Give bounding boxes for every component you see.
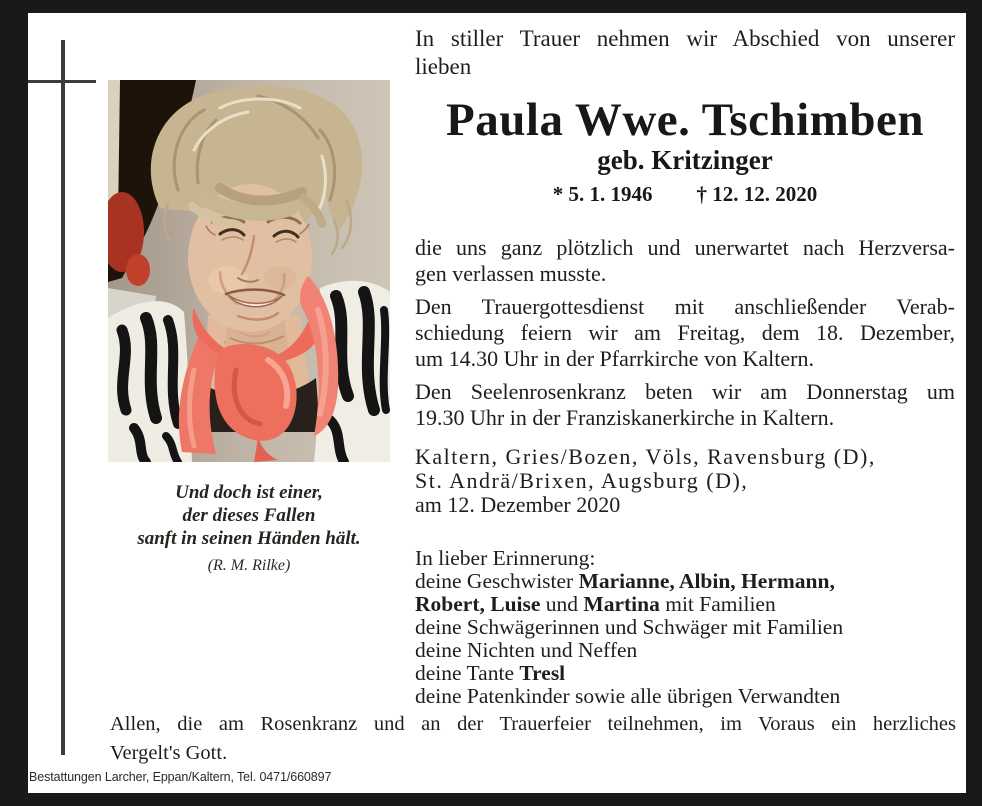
obituary-page xyxy=(28,13,966,793)
memorial-line-nichten: deine Nichten und Neffen xyxy=(415,638,638,662)
memorial-text: und xyxy=(540,592,584,616)
announcement-column xyxy=(415,25,955,708)
paragraph-line: um 14.30 Uhr in der Pfarrkirche von Kaltern. xyxy=(415,346,814,371)
memorial-names: Tresl xyxy=(519,661,566,685)
memorial-line-geschwister xyxy=(415,570,955,593)
paragraph-death-cause xyxy=(415,235,955,287)
quote-line: sanft in seinen Händen hält. xyxy=(137,528,361,549)
paragraph-line: 19.30 Uhr in der Franziskanerkirche in Kaltern. xyxy=(415,405,835,430)
quote xyxy=(69,481,429,575)
memorial-text: mit Familien xyxy=(659,592,776,616)
paragraph-line: Den Seelenrosenkranz beten wir am Donnerstag um xyxy=(415,379,955,404)
quote-line: Und doch ist einer, xyxy=(175,482,323,503)
intro-line: lieben xyxy=(415,54,472,79)
closing-text xyxy=(110,710,956,768)
memorial-heading: In lieber Erinnerung: xyxy=(415,546,596,570)
paragraph-line: schiedung feiern wir am Freitag, dem 18. Dezember, xyxy=(415,320,955,345)
memorial-line-patenkinder: deine Patenkinder sowie alle übrigen Verwandten xyxy=(415,684,841,708)
paragraph-line: die uns ganz plötzlich und unerwartet nach Herzversa- xyxy=(415,235,955,260)
locations-line: St. Andrä/Brixen, Augsburg (D), xyxy=(415,468,749,493)
deceased-name: Paula Wwe. Tschimben xyxy=(446,94,924,146)
maiden-name: geb. Kritzinger xyxy=(597,145,773,175)
funeral-home-footer: Bestattungen Larcher, Eppan/Kaltern, Tel. 0471/660897 xyxy=(29,770,332,784)
life-dates xyxy=(415,183,955,205)
memorial-text: deine Geschwister xyxy=(415,569,579,593)
cross-horizontal-bar xyxy=(28,80,96,83)
paragraph-line: Den Trauergottesdienst mit anschließender Verab- xyxy=(415,294,955,319)
paragraph-funeral-service xyxy=(415,294,955,372)
memorial-list xyxy=(415,547,955,708)
memorial-line-geschwister-2 xyxy=(415,593,955,616)
death-date: † 12. 12. 2020 xyxy=(696,182,818,206)
closing-line: Vergelt's Gott. xyxy=(110,742,228,764)
intro-text xyxy=(415,25,955,81)
cross-vertical-bar xyxy=(61,40,65,755)
memorial-line-schwaeger: deine Schwägerinnen und Schwäger mit Familien xyxy=(415,615,844,639)
closing-line: Allen, die am Rosenkranz und an der Trauerfeier teilnehmen, im Voraus ein herzliches xyxy=(110,713,956,735)
memorial-line-tante xyxy=(415,662,955,685)
paragraph-line: gen verlassen musste. xyxy=(415,261,607,286)
birth-date: * 5. 1. 1946 xyxy=(552,182,653,206)
locations-line: Kaltern, Gries/Bozen, Völs, Ravensburg (D), xyxy=(415,444,876,469)
memorial-names: Marianne, Albin, Hermann, xyxy=(578,569,835,593)
memorial-names: Robert, Luise xyxy=(415,592,541,616)
quote-attribution: (R. M. Rilke) xyxy=(207,557,291,574)
paragraph-rosary xyxy=(415,379,955,431)
memorial-text: deine Tante xyxy=(415,661,520,685)
memorial-names: Martina xyxy=(583,592,660,616)
announcement-date: am 12. Dezember 2020 xyxy=(415,492,621,517)
quote-line: der dieses Fallen xyxy=(182,505,316,526)
intro-line: In stiller Trauer nehmen wir Abschied von unserer xyxy=(415,26,955,51)
mourning-locations xyxy=(415,445,955,517)
portrait-photo xyxy=(108,80,390,462)
